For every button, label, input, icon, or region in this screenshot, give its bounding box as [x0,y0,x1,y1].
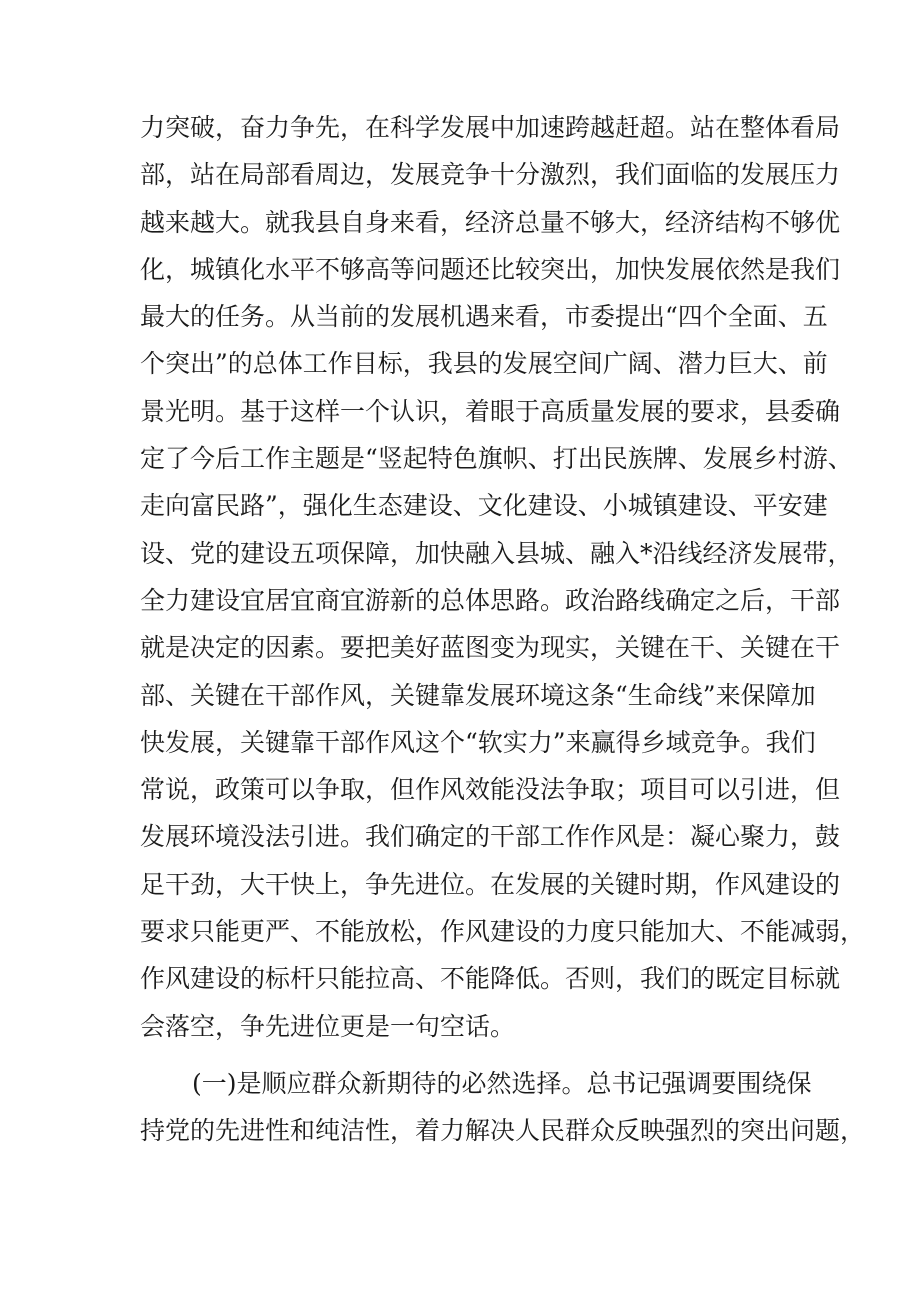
text-line: 力突破，奋力争先，在科学发展中加速跨越赶超。站在整体看局 [140,113,841,142]
text-line: 会落空，争先进位更是一句空话。 [140,1011,516,1041]
body-text [140,104,866,1155]
text-line: 设、党的建设五项保障，加快融入县城、融入*沿线经济发展带， [140,538,853,568]
text-line: 全力建设宜居宜商宜游新的总体思路。政治路线确定之后，干部 [140,585,841,615]
text-line: 就是决定的因素。要把美好蓝图变为现实，关键在干、关键在干 [140,633,841,663]
text-line: 常说，政策可以争取，但作风效能没法争取；项目可以引进，但 [140,775,841,805]
text-line: (一)是顺应群众新期待的必然选择。总书记强调要围绕保 [192,1068,812,1098]
text-line: 发展环境没法引进。我们确定的干部工作作风是：凝心聚力，鼓 [140,822,841,852]
text-line: 作风建设的标杆只能拉高、不能降低。否则，我们的既定目标就 [140,964,841,994]
text-line: 化，城镇化水平不够高等问题还比较突出，加快发展依然是我们 [140,254,841,284]
paragraph-spacer [140,1050,800,1060]
text-line: 景光明。基于这样一个认识，着眼于高质量发展的要求，县委确 [140,396,841,426]
text-line: 定了今后工作主题是“竖起特色旗帜、打出民族牌、发展乡村游、 [140,444,853,474]
text-line: 要求只能更严、不能放松，作风建设的力度只能加大、不能减弱， [140,917,866,947]
text-line: 走向富民路”，强化生态建设、文化建设、小城镇建设、平安建 [140,491,828,521]
text-line: 足干劲，大干快上，争先进位。在发展的关键时期，作风建设的 [140,869,841,899]
paragraph-2 [140,1060,866,1155]
text-line: 持党的先进性和纯洁性，着力解决人民群众反映强烈的突出问题， [140,1116,866,1146]
text-line: 部、关键在干部作风，关键靠发展环境这条“生命线”来保障加 [140,680,816,710]
text-line: 个突出”的总体工作目标，我县的发展空间广阔、潜力巨大、前 [140,349,828,379]
text-line: 最大的任务。从当前的发展机遇来看，市委提出“四个全面、五 [140,302,828,332]
paragraph-1 [140,104,866,1050]
text-line: 部，站在局部看周边，发展竞争十分激烈，我们面临的发展压力 [140,160,841,190]
text-line: 越来越大。就我县自身来看，经济总量不够大，经济结构不够优 [140,207,841,237]
text-line: 快发展，关键靠干部作风这个“软实力”来赢得乡域竞争。我们 [140,727,816,757]
